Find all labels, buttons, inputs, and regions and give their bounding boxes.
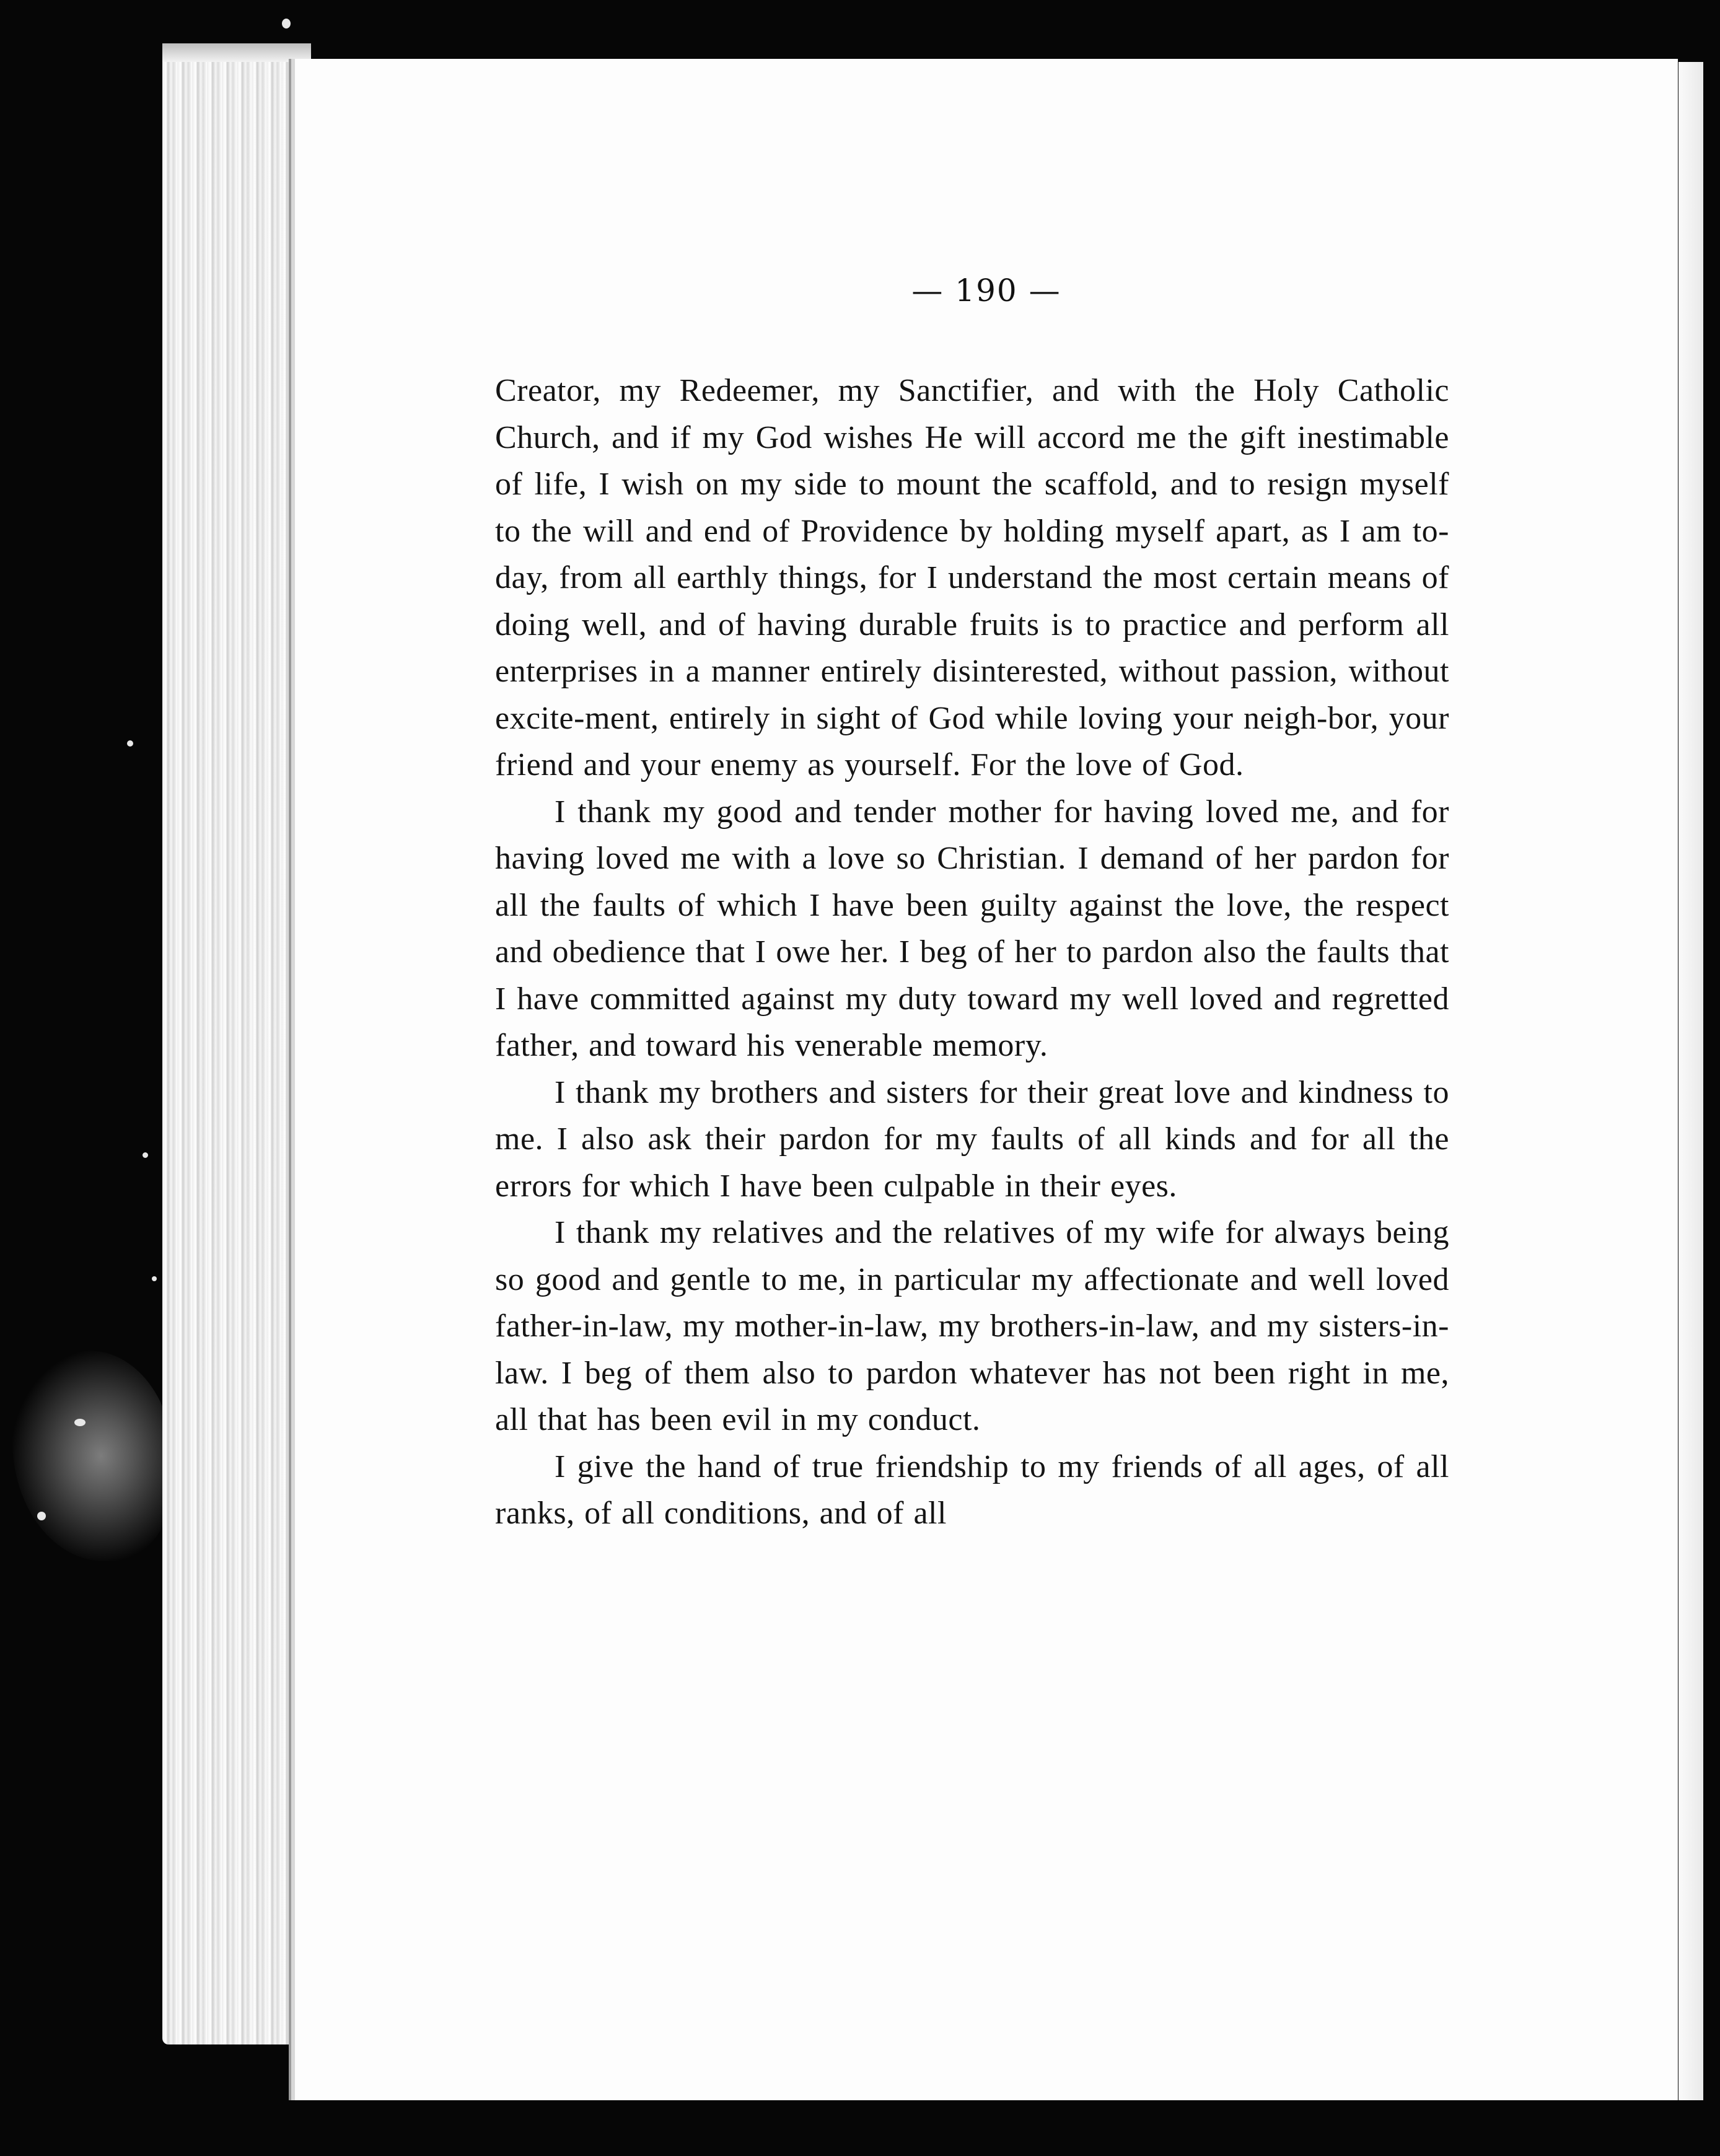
paragraph-1: Creator, my Redeemer, my Sanctifier, and with the Holy Catholic Church, and if my God wishes He will accord me the gift inestimable of life, I wish on my side to mount the scaffold, and to resign myself to the will and end of Providence by holding myself apart, as I am to-day, from all earthly things, for I understand the most certain means of doing well, and of having durable fruits is to practice and perform all enterprises in a manner entirely disinterested, without passion, without excite-ment, entirely in sight of God while loving your neigh-bor, your friend and your enemy as yourself. For the love of God. [495, 373, 1449, 782]
page-sheet [291, 59, 1678, 2100]
page-number: — 190 — [911, 273, 1061, 309]
paragraph-5: I give the hand of true friendship to my friends of all ages, of all ranks, of all conditions, and of all [495, 1448, 1449, 1531]
scan-speck [37, 1512, 46, 1520]
book-top-edge [162, 43, 311, 62]
paragraph-4: I thank my relatives and the relatives of my wife for always being so good and gentle to me, in particular my affectionate and well loved father-in-law, my mother-in-law, my brothers-in-law, and my sisters-in-law. I beg of them also to pardon whatever has not been right in me, all that has been evil in my conduct. [495, 1215, 1449, 1437]
scan-speck [282, 19, 291, 28]
scan-smudge [12, 1351, 173, 1561]
book-page-edges [162, 43, 311, 2044]
paragraph-3: I thank my brothers and sisters for their great love and kindness to me. I also ask their pardon for my faults of all kinds and for all the errors for which I have been culpable in their eyes. [495, 1074, 1449, 1204]
scan-speck [143, 1152, 148, 1158]
scan-speck [127, 740, 133, 747]
paragraph-2: I thank my good and tender mother for having loved me, and for having loved me with a love so Christian. I demand of her pardon for all the faults of which I have been guilty against the love, the respect and obedience that I owe her. I beg of her to pardon also the faults that I have committed against my duty toward my well loved and regretted father, and toward his venerable memory. [495, 794, 1449, 1063]
facing-page-edge [1678, 62, 1703, 2100]
scan-speck [152, 1276, 157, 1281]
scan-speck [74, 1419, 86, 1426]
body-text [495, 367, 1449, 1537]
